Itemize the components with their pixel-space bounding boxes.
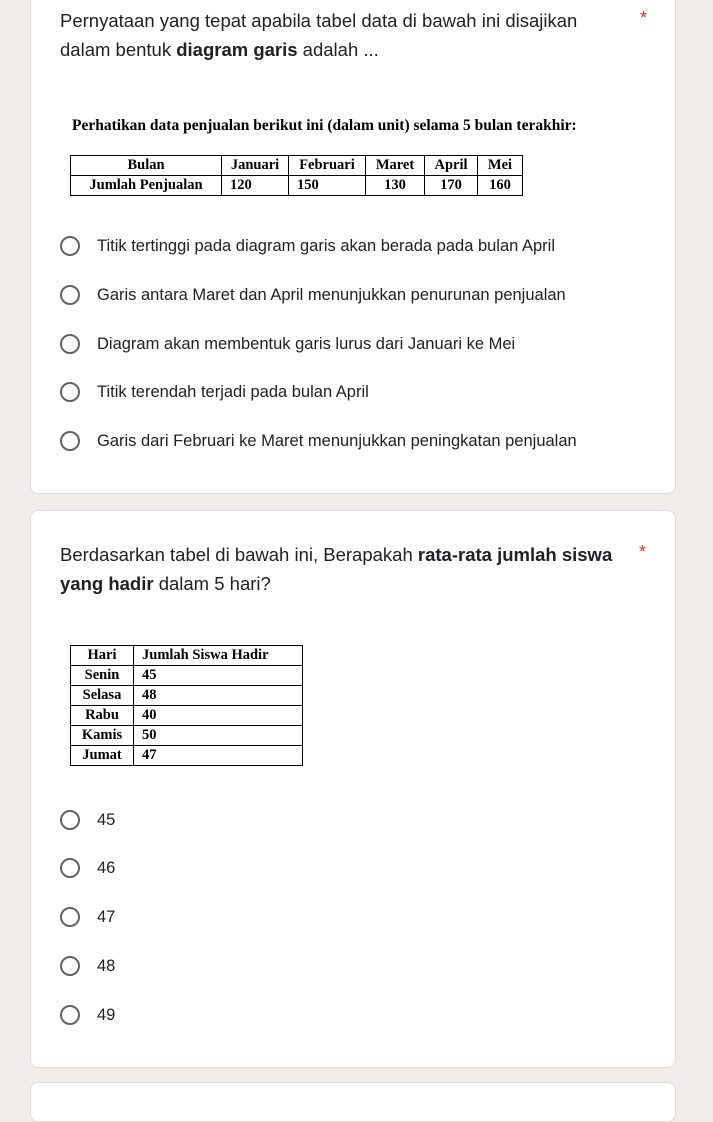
sales-table (70, 155, 523, 196)
table-row (71, 646, 303, 666)
option-label: 45 (97, 810, 116, 829)
table-cell: 170 (425, 176, 478, 196)
question-card-2 (30, 510, 676, 1068)
table-row (71, 686, 303, 706)
question-title-bold: rata-rata jumlah siswa (417, 544, 613, 565)
question-card-3 (30, 1082, 676, 1122)
question-card-1 (30, 0, 676, 494)
table-row (71, 156, 523, 176)
question-title-text: adalah ... (297, 39, 379, 60)
radio-button[interactable] (60, 285, 80, 305)
radio-button[interactable] (60, 956, 80, 976)
table-cell: 45 (134, 666, 303, 686)
table-row (71, 706, 303, 726)
required-asterisk: * (638, 542, 646, 562)
question-title-text: Berdasarkan tabel di bawah ini, Berapakah (60, 544, 418, 565)
required-asterisk: * (639, 8, 647, 28)
option-5[interactable] (60, 1002, 115, 1028)
question-title-bold: diagram garis (176, 39, 298, 60)
option-label: Diagram akan membentuk garis lurus dari Januari ke Mei (97, 334, 516, 353)
radio-button[interactable] (60, 858, 80, 878)
option-label: 49 (97, 1005, 116, 1024)
table-cell: 130 (366, 176, 425, 196)
option-label: 46 (97, 858, 116, 877)
radio-button[interactable] (60, 382, 80, 402)
table-cell: Hari (71, 646, 134, 666)
option-2[interactable] (60, 855, 115, 881)
option-3[interactable] (60, 331, 515, 357)
attendance-table (70, 645, 303, 766)
table-row (71, 666, 303, 686)
question-title-text: dalam bentuk (60, 39, 177, 60)
option-label: 47 (97, 907, 116, 926)
option-3[interactable] (60, 904, 115, 930)
table-row (71, 726, 303, 746)
option-label: Garis dari Februari ke Maret menunjukkan peningkatan penjualan (97, 431, 577, 450)
table-cell: Rabu (71, 706, 134, 726)
table-cell: 150 (289, 176, 366, 196)
question-title (60, 540, 627, 598)
option-1[interactable] (60, 807, 115, 833)
option-1[interactable] (60, 233, 555, 259)
table-cell: Senin (71, 666, 134, 686)
table-cell: Jumlah Siswa Hadir (134, 646, 303, 666)
table-intro: Perhatikan data penjualan berikut ini (dalam unit) selama 5 bulan terakhir: (72, 117, 577, 134)
table-cell: Jumat (71, 746, 134, 766)
table-cell: 160 (478, 176, 523, 196)
question-title-bold: yang hadir (60, 573, 154, 594)
question-title (60, 6, 625, 64)
option-label: Titik terendah terjadi pada bulan April (97, 382, 369, 401)
table-cell: Mei (478, 156, 523, 176)
option-5[interactable] (60, 428, 577, 454)
option-2[interactable] (60, 282, 566, 308)
radio-button[interactable] (60, 1005, 80, 1025)
table-cell: 40 (134, 706, 303, 726)
table-cell: Bulan (71, 156, 222, 176)
radio-button[interactable] (60, 236, 80, 256)
radio-button[interactable] (60, 810, 80, 830)
table-row (71, 176, 523, 196)
table-cell: 47 (134, 746, 303, 766)
option-4[interactable] (60, 953, 115, 979)
option-label: 48 (97, 956, 116, 975)
radio-button[interactable] (60, 334, 80, 354)
question-title-text: dalam 5 hari? (153, 573, 271, 594)
table-cell: Jumlah Penjualan (71, 176, 222, 196)
table-cell: 48 (134, 686, 303, 706)
table-cell: Selasa (71, 686, 134, 706)
radio-button[interactable] (60, 907, 80, 927)
table-cell: Kamis (71, 726, 134, 746)
question-title-line1: Pernyataan yang tepat apabila tabel data di bawah ini disajikan (60, 10, 578, 31)
table-cell: Januari (222, 156, 289, 176)
table-cell: April (425, 156, 478, 176)
table-cell: 50 (134, 726, 303, 746)
table-cell: Februari (289, 156, 366, 176)
option-4[interactable] (60, 379, 369, 405)
option-label: Titik tertinggi pada diagram garis akan berada pada bulan April (97, 236, 556, 255)
table-cell: 120 (222, 176, 289, 196)
table-row (71, 746, 303, 766)
table-cell: Maret (366, 156, 425, 176)
radio-button[interactable] (60, 431, 80, 451)
option-label: Garis antara Maret dan April menunjukkan penurunan penjualan (97, 285, 566, 304)
